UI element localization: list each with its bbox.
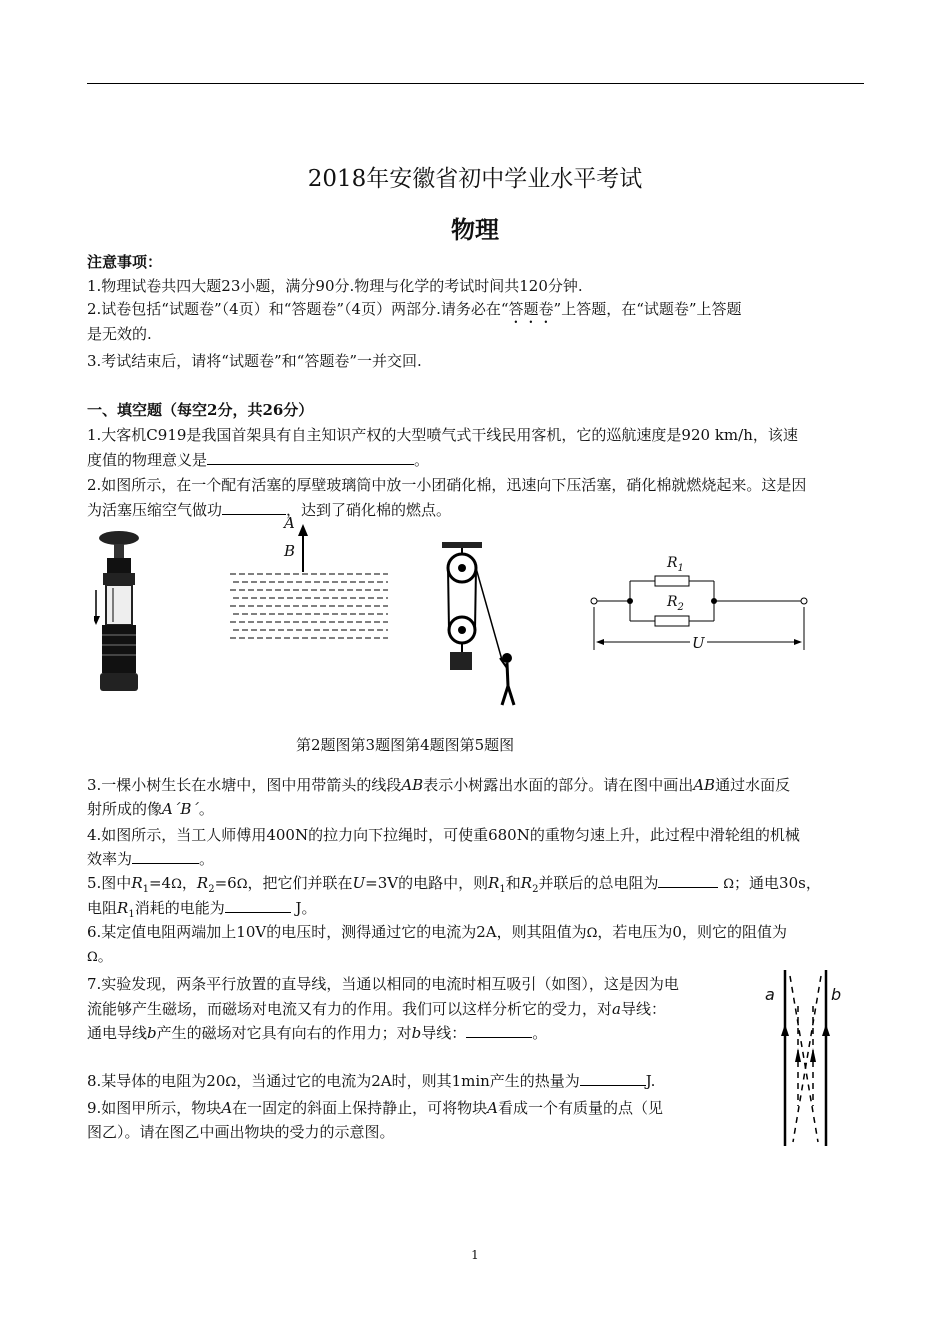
question-2-cont: 为活塞压缩空气做功 ，达到了硝化棉的燃点。 <box>87 501 452 519</box>
answer-blank[interactable] <box>225 897 291 913</box>
page-number: 1 <box>471 1248 479 1262</box>
question-7-cont2: 通电导线b产生的磁场对它具有向右的作用力；对b导线： 。 <box>87 1024 548 1042</box>
wire-a-label: a <box>765 985 775 1004</box>
question-4: 4.如图所示，当工人师傅用400N的拉力向下拉绳时，可使重680N的重物匀速上升，此过程中滑轮组的机械 <box>87 826 800 844</box>
water-surface-figure <box>228 514 393 646</box>
question-6-cont: Ω。 <box>87 947 113 965</box>
note-3: 3.考试结束后，请将“试题卷”和“答题卷”一并交回. <box>87 352 422 370</box>
note-2-cont: 是无效的. <box>87 325 152 343</box>
exam-title: 2018年安徽省初中学业水平考试 <box>307 166 643 192</box>
question-2: 2.如图所示，在一个配有活塞的厚壁玻璃筒中放一小团硝化棉，迅速向下压活塞，硝化棉就燃烧起来。这是因 <box>87 476 807 494</box>
section-heading: 一、填空题（每空2分，共26分） <box>87 401 314 419</box>
r2-label: $R_2$ <box>667 594 684 613</box>
label-b: B <box>284 542 296 560</box>
question-9-cont: 图乙）。请在图乙中画出物块的受力的示意图。 <box>87 1123 395 1141</box>
question-4-cont: 效率为 。 <box>87 850 215 868</box>
answer-blank[interactable] <box>658 872 718 888</box>
figure-caption: 第2题图第3题图第4题图第5题图 <box>296 736 515 754</box>
header-rule <box>87 83 864 84</box>
note-1: 1.物理试卷共四大题23小题，满分90分.物理与化学的考试时间共120分钟. <box>87 277 583 295</box>
question-5: 5.图中$R_1=4\Omega$，$R_2=6\Omega$，把它们并联在U=3V的电路中，则$R_1$和$R_2$并联后的总电阻为 Ω；通电30s， <box>87 874 821 895</box>
question-1: 1.大客机C919是我国首架具有自主知识产权的大型喷气式干线民用客机，它的巡航速度是920 km/h，该速 <box>87 426 798 444</box>
r1-label: $R_1$ <box>667 555 684 574</box>
question-8: 8.某导体的电阻为20Ω，当通过它的电流为2A时，则其1min产生的热量为 J. <box>87 1072 656 1090</box>
note-2: 2.试卷包括“试题卷”（4页）和“答题卷”（4页）两部分.请务必在“答题卷”上答题，在“试题卷”上答题 <box>87 300 742 318</box>
question-9: 9.如图甲所示，物块A在一固定的斜面上保持静止，可将物块A看成一个有质量的点（见 <box>87 1099 664 1117</box>
question-5-cont: 电阻$R_1$消耗的电能为 J。 <box>87 899 317 920</box>
voltage-label: U <box>692 634 705 652</box>
question-3-cont: 射所成的像A´B´。 <box>87 800 214 818</box>
question-3: 3.一棵小树生长在水塘中，图中用带箭头的线段AB表示小树露出水面的部分。请在图中画出AB通过水面反 <box>87 776 791 794</box>
label-a: A <box>284 514 295 532</box>
notes-heading: 注意事项： <box>87 253 163 271</box>
question-6: 6.某定值电阻两端加上10V的电压时，测得通过它的电流为2A，则其阻值为Ω，若电压为0，则它的阻值为 <box>87 923 787 941</box>
answer-blank[interactable] <box>222 499 286 515</box>
question-1-cont: 度值的物理意义是 。 <box>87 451 430 469</box>
question-7: 7.实验发现，两条平行放置的直导线，当通以相同的电流时相互吸引（如图），这是因为电 <box>87 975 679 993</box>
question-7-cont: 流能够产生磁场，而磁场对电流又有力的作用。我们可以这样分析它的受力，对a导线： <box>87 1000 666 1018</box>
answer-blank[interactable] <box>207 449 414 465</box>
answer-blank[interactable] <box>580 1070 646 1086</box>
piston-cylinder-figure <box>94 530 144 695</box>
wire-b-label: b <box>831 985 842 1004</box>
answer-blank[interactable] <box>132 848 199 864</box>
subject-title: 物理 <box>451 215 499 244</box>
pulley-figure <box>432 540 527 710</box>
answer-blank[interactable] <box>466 1022 532 1038</box>
